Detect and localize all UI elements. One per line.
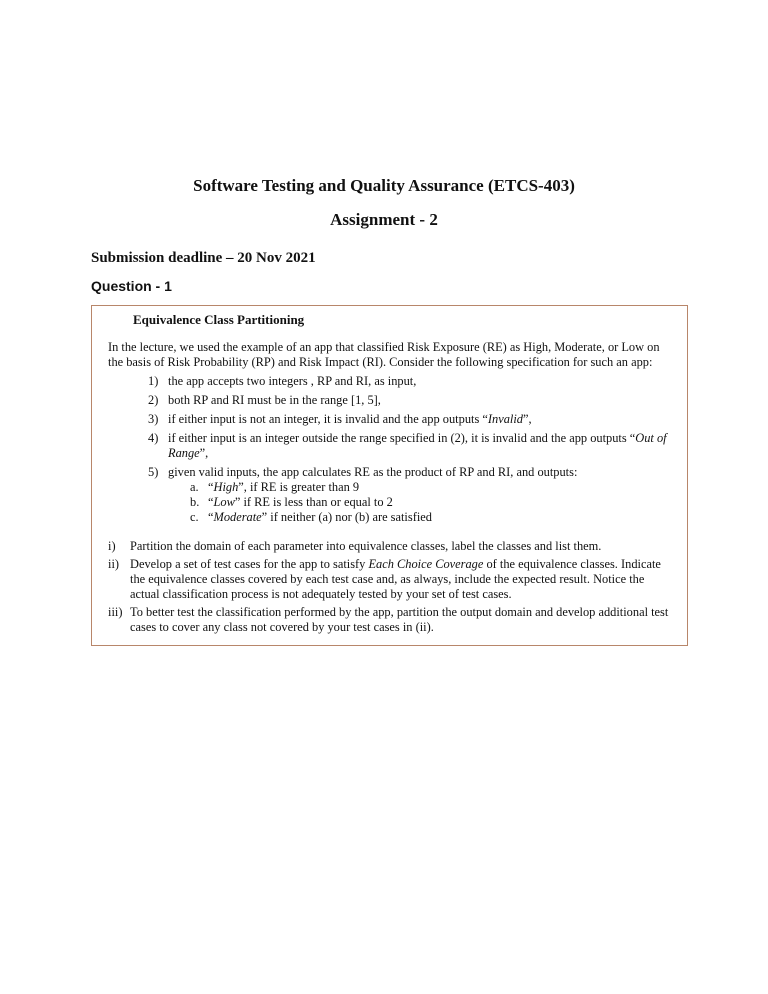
- box-heading: Equivalence Class Partitioning: [133, 312, 305, 327]
- task-list: [108, 539, 673, 635]
- spec-item: [108, 465, 673, 480]
- rule-letter: a.: [190, 480, 199, 494]
- item-text-end: ”,: [199, 446, 209, 460]
- task-text: Partition the domain of each parameter into equivalence classes, label the classes and list them.: [130, 539, 602, 553]
- item-text: both RP and RI must be in the range [1, 5],: [168, 393, 381, 407]
- spec-item: [108, 431, 673, 461]
- rule-text: ”, if RE is greater than 9: [238, 480, 360, 494]
- question-heading: Question - 1: [91, 278, 172, 294]
- output-rule: [108, 495, 673, 510]
- task-item: [108, 605, 673, 635]
- rule-emphasis: Moderate: [213, 510, 262, 524]
- submission-deadline: Submission deadline – 20 Nov 2021: [91, 250, 316, 266]
- item-emphasis: Out of Range: [168, 431, 667, 460]
- task-number: iii): [108, 605, 123, 619]
- rule-quote: “: [208, 495, 214, 509]
- document-title: Software Testing and Quality Assurance (ETCS-403): [193, 176, 575, 195]
- rule-letter: b.: [190, 495, 200, 509]
- rule-emphasis: Low: [213, 495, 235, 509]
- rule-quote: “: [208, 510, 214, 524]
- task-number: i): [108, 539, 116, 553]
- output-rule: [108, 480, 673, 495]
- task-text-end: of the equivalence classes. Indicate the equivalence classes covered by each test case and, as always, include the expected result. Notice the actual classification process is not adequately tested by your set of test cases.: [130, 557, 661, 601]
- rule-text: ” if RE is less than or equal to 2: [234, 495, 393, 509]
- item-text: given valid inputs, the app calculates RE as the product of RP and RI, and outputs:: [168, 465, 578, 479]
- intro-paragraph: In the lecture, we used the example of an app that classified Risk Exposure (RE) as High, Moderate, or Low on the basis of Risk Probability (RP) and Risk Impact (RI). Consider the following specification for such an app:: [108, 340, 660, 369]
- rule-text: ” if neither (a) nor (b) are satisfied: [261, 510, 432, 524]
- item-number: 5): [148, 465, 159, 479]
- item-number: 1): [148, 374, 159, 388]
- item-number: 2): [148, 393, 159, 407]
- rule-quote: “: [208, 480, 214, 494]
- task-text: Develop a set of test cases for the app to satisfy: [130, 557, 369, 571]
- task-text: To better test the classification performed by the app, partition the output domain and develop additional test cases to cover any class not covered by your test cases in (ii).: [130, 605, 669, 634]
- rule-letter: c.: [190, 510, 199, 524]
- spec-item: [108, 374, 673, 389]
- assignment-title: Assignment - 2: [330, 210, 438, 229]
- item-emphasis: Invalid: [487, 412, 523, 426]
- question-box: [91, 305, 688, 646]
- item-text: if either input is an integer outside the range specified in (2), it is invalid and the app outputs “: [168, 431, 636, 445]
- task-item: [108, 539, 673, 554]
- rule-emphasis: High: [213, 480, 239, 494]
- item-text-end: ”,: [523, 412, 532, 426]
- item-text: if either input is not an integer, it is invalid and the app outputs “: [168, 412, 488, 426]
- spec-item: [108, 412, 673, 427]
- spec-item: [108, 393, 673, 408]
- task-item: [108, 557, 673, 602]
- task-number: ii): [108, 557, 120, 571]
- item-number: 3): [148, 412, 159, 426]
- output-rule: [108, 510, 673, 525]
- item-number: 4): [148, 431, 159, 445]
- item-text: the app accepts two integers , RP and RI, as input,: [168, 374, 417, 388]
- task-emphasis: Each Choice Coverage: [368, 557, 484, 571]
